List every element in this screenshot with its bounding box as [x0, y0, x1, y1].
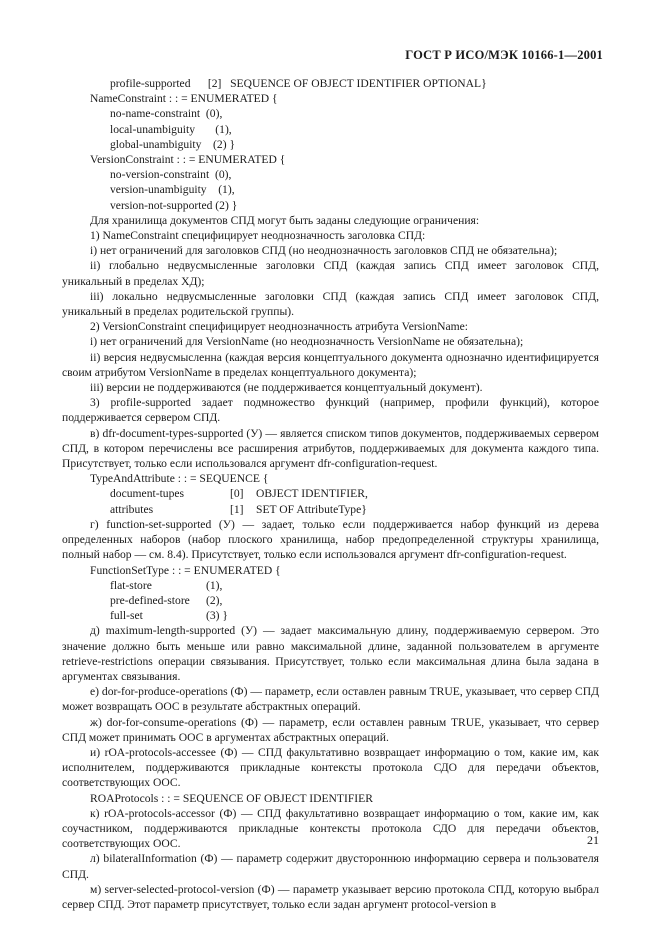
- field-name: attributes: [110, 502, 154, 516]
- paragraph: ii) версия недвусмысленна (каждая версия концептуального документа однозначно идентифицируется своим атрибутом VersionName в пределах концептуального документа);: [62, 350, 599, 379]
- paragraph: в) dfr-document-types-supported (У) — является списком типов документов, поддерживаемых сервером СПД, в котором перечислены все расширения атрибутов, поддерживаемых для документа каждого типа. Присутствует, только если использовался аргумент dfr-configuration-request.: [62, 426, 599, 471]
- field-name: full-set: [110, 609, 143, 623]
- field-name: flat-store: [110, 578, 152, 592]
- field-value: (3) }: [206, 609, 228, 623]
- code-line: no-version-constraint (0),: [110, 168, 232, 182]
- code-line: version-not-supported (2) }: [110, 198, 238, 212]
- paragraph: i) нет ограничений для VersionName (но неоднозначность VersionName не обязательна);: [90, 335, 524, 349]
- code-line: TypeAndAttribute : : = SEQUENCE {: [90, 472, 269, 486]
- page-body: [62, 76, 599, 912]
- paragraph: i) нет ограничений для заголовков СПД (но неоднозначность заголовков СПД не обязательна);: [90, 244, 558, 258]
- paragraph: 2) VersionConstraint специфицирует неоднозначность атрибута VersionName:: [90, 320, 468, 334]
- paragraph: и) rOA-protocols-accessee (Ф) — СПД факультативно возвращает информацию о том, какие им, как исполнителем, поддерживаются прикладные контексты протокола СДО для передачи объектов, соответствующих ООС.: [62, 745, 599, 790]
- code-row: [62, 502, 599, 517]
- code-line: profile-supported [2] SEQUENCE OF OBJECT IDENTIFIER OPTIONAL}: [110, 77, 487, 90]
- paragraph: iii) локально недвусмысленные заголовки СПД (каждая запись СПД имеет заголовок СПД, уникальный в пределах родительской группы).: [62, 289, 599, 319]
- code-row: [62, 578, 599, 593]
- paragraph: 3) profile-supported задает подмножество функций (например, профили функций), которое поддерживается сервером СПД.: [62, 396, 599, 425]
- paragraph: ж) dor-for-consume-operations (Ф) — параметр, если оставлен равным TRUE, указывает, что сервер СПД может принимать ООС в аргументах абстрактных операций.: [62, 715, 599, 744]
- field-tag: [1]: [230, 502, 244, 516]
- code-line: NameConstraint : : = ENUMERATED {: [90, 92, 278, 106]
- code-row: [62, 608, 599, 623]
- field-type: OBJECT IDENTIFIER,: [256, 487, 368, 501]
- code-line: local-unambiguity (1),: [110, 122, 232, 136]
- paragraph: е) dor-for-produce-operations (Ф) — параметр, если оставлен равным TRUE, указывает, что сервер СПД может возвращать ООС в результате абстрактных операций.: [62, 685, 599, 714]
- field-type: SET OF AttributeType}: [256, 502, 367, 516]
- paragraph: ii) глобально недвусмысленные заголовки СПД (каждая запись СПД имеет заголовок СПД, уникальный в пределах ХД);: [62, 259, 599, 288]
- paragraph: к) rOA-protocols-accessor (Ф) — СПД факультативно возвращает информацию о том, какие им, как соучастником, поддерживаются прикладные контексты протокола СДО для передачи объектов, соответствующих ООС.: [62, 806, 599, 851]
- paragraph: 1) NameConstraint специфицирует неоднозначность заголовка СПД:: [90, 229, 426, 243]
- paragraph: Для хранилища документов СПД могут быть заданы следующие ограничения:: [90, 213, 480, 227]
- paragraph: л) bilateralInformation (Ф) — параметр содержит двустороннюю информацию сервера и пользователя СПД.: [62, 852, 599, 881]
- field-tag: [0]: [230, 487, 244, 501]
- code-line: no-name-constraint (0),: [110, 107, 223, 121]
- field-value: (1),: [206, 578, 223, 592]
- paragraph: м) server-selected-protocol-version (Ф) — параметр указывает версию протокола СПД, которую выбрал сервер СПД. Этот параметр присутствует, только если задан аргумент protocol-version в: [62, 882, 599, 911]
- code-line: FunctionSetType : : = ENUMERATED {: [90, 563, 281, 577]
- field-name: pre-defined-store: [110, 593, 190, 607]
- paragraph: г) function-set-supported (У) — задает, только если поддерживается набор функций из дерева определенных наборов (набор плоского хранилища, набор предопределенной структуры хранилища, полный набор — см. 8.4). Присутствует, только если использовался аргумент dfr-configuration-request.: [62, 517, 599, 562]
- code-line: version-unambiguity (1),: [110, 183, 235, 197]
- code-row: [62, 593, 599, 608]
- paragraph: iii) версии не поддерживаются (не поддерживается концептуальный документ).: [90, 381, 483, 395]
- code-line: VersionConstraint : : = ENUMERATED {: [90, 153, 286, 167]
- paragraph: д) maximum-length-supported (У) — задает максимальную длину, поддерживаемую сервером. Это значение должно быть меньше или равно максимальной длине, заданной пользователем в аргументе retrieve-restrictions операции связывания. Присутствует, только если максимальная длина была задана в аргументах связывания.: [62, 624, 599, 683]
- field-name: document-tupes: [110, 487, 185, 501]
- code-line: ROAProtocols : : = SEQUENCE OF OBJECT IDENTIFIER: [90, 791, 373, 805]
- page-number: 21: [587, 833, 599, 847]
- page-header: ГОСТ Р ИСО/МЭК 10166-1—2001: [405, 48, 603, 62]
- code-row: [62, 486, 599, 501]
- code-line: global-unambiguity (2) }: [110, 137, 236, 151]
- field-value: (2),: [206, 593, 223, 607]
